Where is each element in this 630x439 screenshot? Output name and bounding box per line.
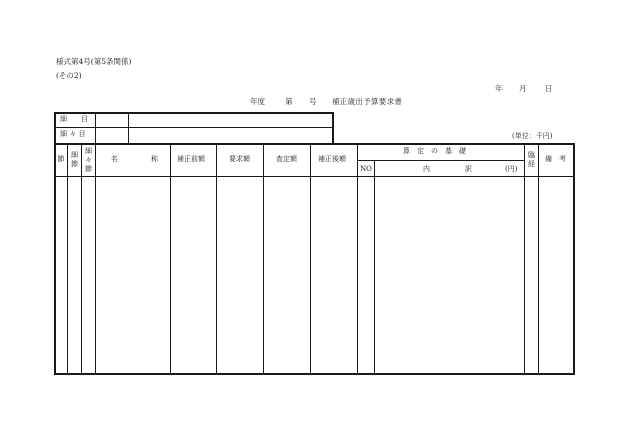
date-month-label: 月 — [519, 84, 527, 93]
title-go: 号 — [309, 97, 317, 106]
col-note: 備 考 — [545, 155, 566, 163]
col-calculation-basis: 算 定 の 基 礎 — [403, 147, 466, 155]
col-request-amount: 要求額 — [229, 155, 250, 163]
form-subtitle: (その2) — [56, 71, 82, 80]
title-dai: 第 — [285, 97, 293, 106]
col-assessed-amount: 査定額 — [276, 155, 297, 163]
col-after-amount: 補正後額 — [318, 155, 346, 163]
col-rinji: 臨 経 — [528, 151, 535, 168]
col-saisetsu: 細 節 — [71, 151, 78, 168]
col-breakdown-right: 訳 — [465, 165, 472, 173]
col-before-amount: 補正前額 — [177, 155, 205, 163]
form-number: 様式第4号(第5条関係) — [56, 57, 132, 66]
row-label-saimoku: 細 目 — [60, 115, 88, 123]
col-name-right: 称 — [151, 155, 158, 163]
unit-label: (単位：千円) — [512, 132, 553, 140]
col-name-left: 名 — [111, 155, 118, 163]
title-fiscal-year: 年度 — [250, 97, 265, 106]
date-day-label: 日 — [545, 84, 553, 93]
date-year-label: 年 — [495, 84, 503, 93]
col-yen-unit: (円) — [505, 165, 518, 173]
col-breakdown-left: 内 — [423, 165, 430, 173]
col-setsu: 節 — [57, 155, 65, 163]
row-label-saisaimoku: 細 々 目 — [60, 130, 86, 138]
col-no: NO — [360, 165, 372, 173]
document-title: 補正歳出予算要求書 — [332, 97, 403, 106]
col-saisaisetsu: 細 々 節 — [85, 147, 92, 173]
